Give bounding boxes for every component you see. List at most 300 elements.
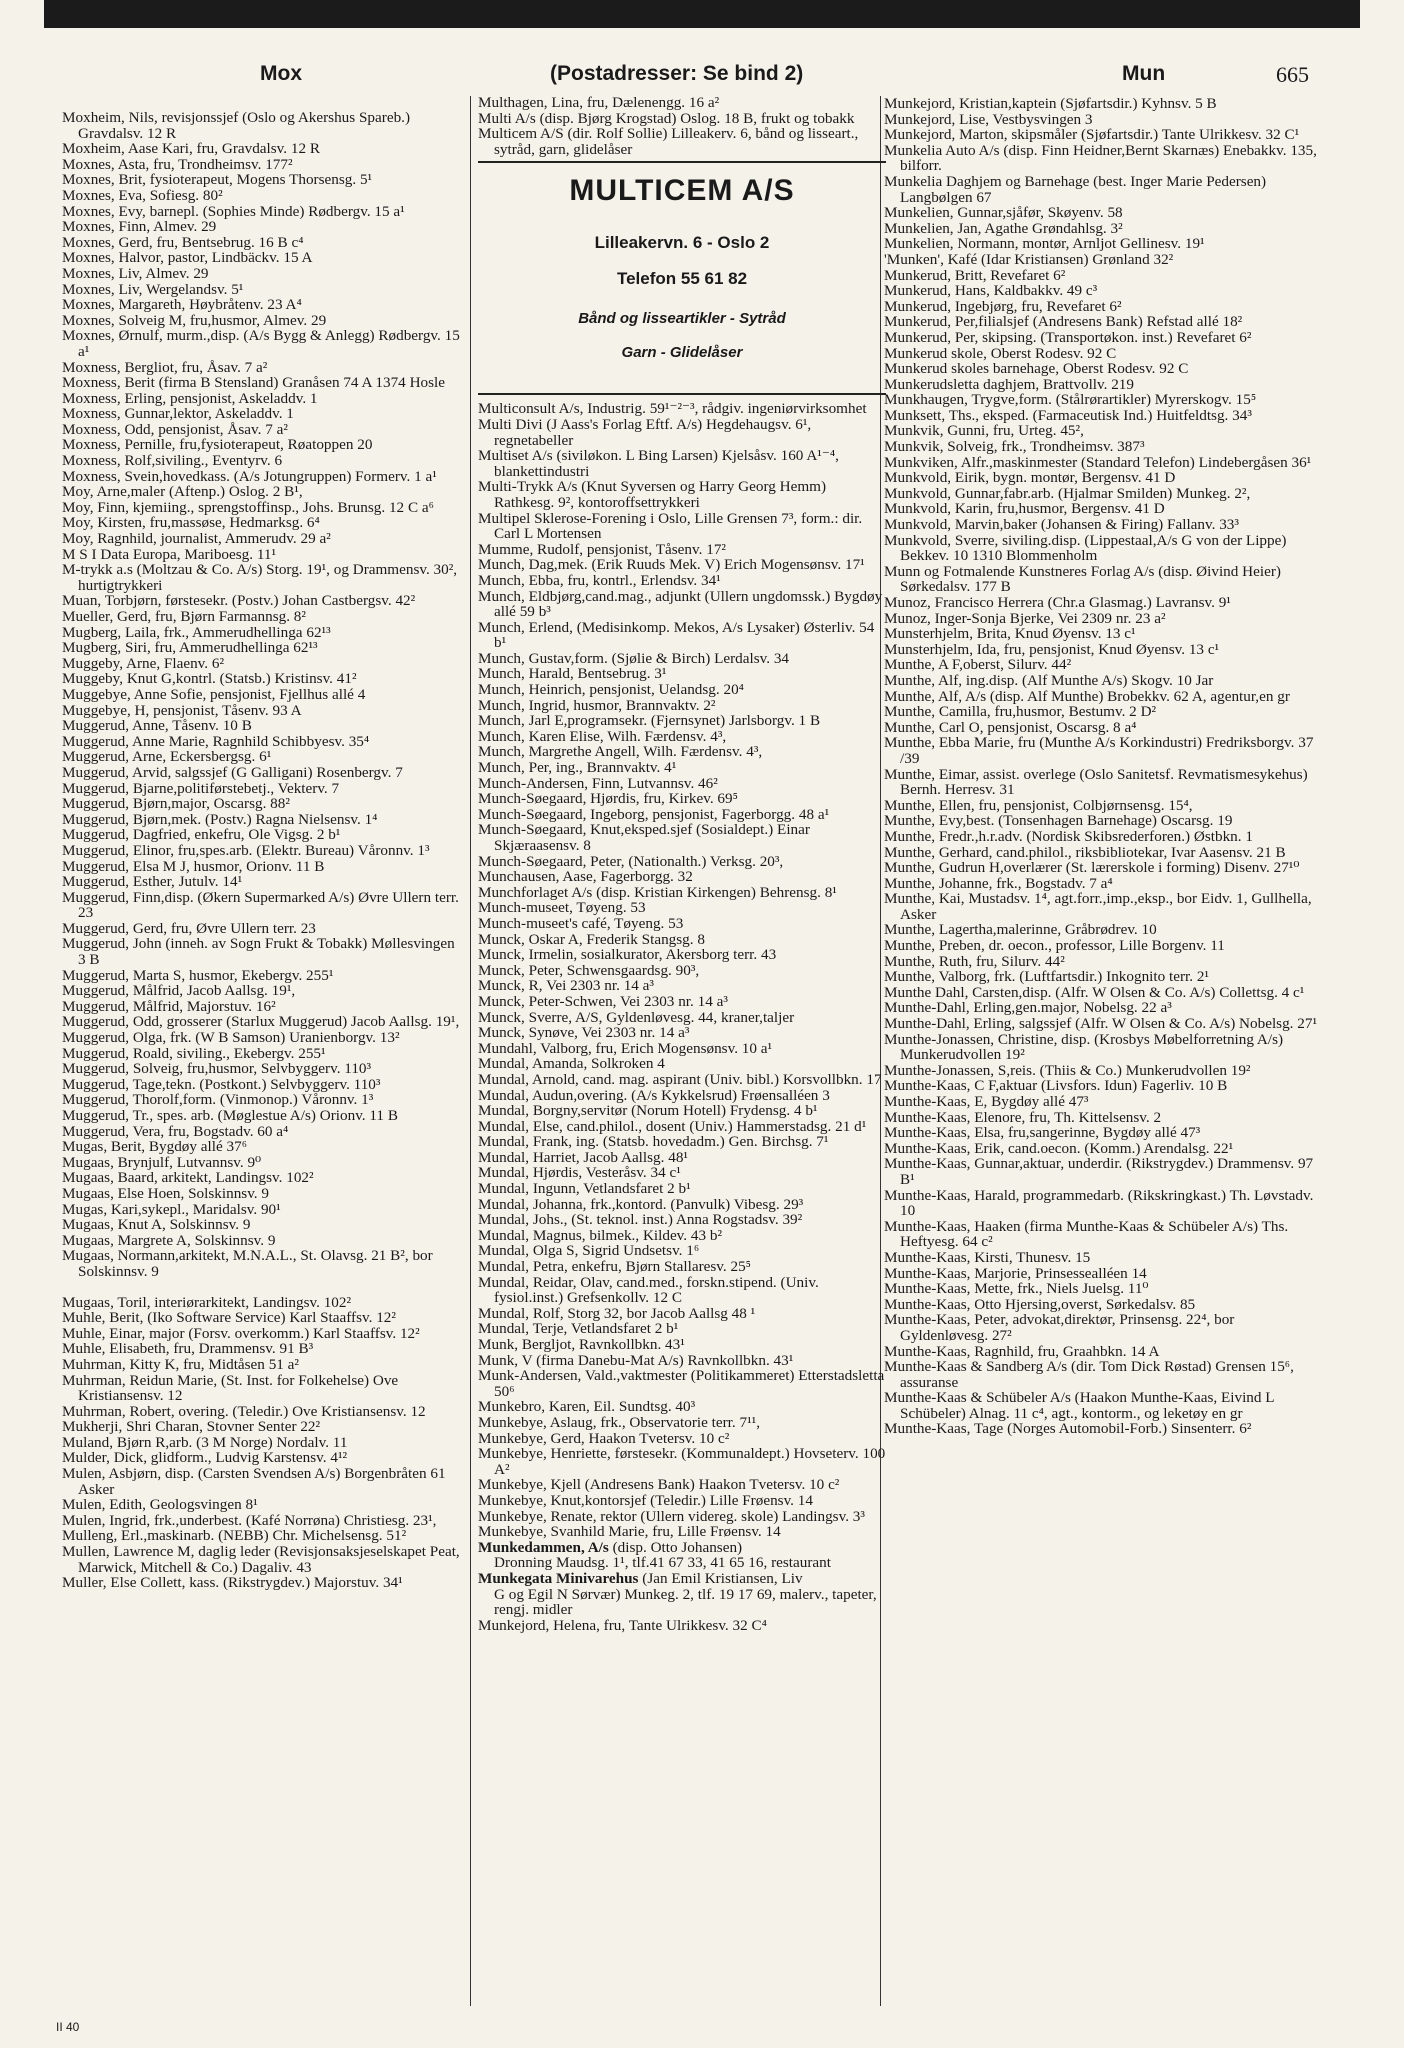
entry-text: Moy, Ragnhild, journalist, Ammerudv. 29 a²	[62, 530, 331, 548]
directory-entry	[478, 1306, 886, 1322]
entry-text: Moxness, Svein,hovedkass. (A/s Jotungruppen) Formerv. 1 a¹	[62, 467, 437, 485]
entry-text: Mulen, Asbjørn, disp. (Carsten Svendsen A/s) Borgenbråten 61 Asker	[62, 1465, 446, 1498]
directory-entry	[62, 1497, 462, 1513]
directory-entry	[62, 1061, 462, 1077]
directory-entry	[62, 999, 462, 1015]
directory-entry	[478, 916, 886, 932]
directory-entry	[478, 589, 886, 620]
directory-entry	[884, 1094, 1324, 1110]
entry-text: Moxheim, Aase Kari, fru, Gravdalsv. 12 R	[62, 140, 320, 158]
directory-entry	[884, 533, 1324, 564]
directory-entry	[478, 947, 886, 963]
entry-text: Mulder, Dick, glidform., Ludvig Karstensv. 4¹²	[62, 1449, 348, 1467]
page-header	[56, 62, 1336, 92]
directory-entry	[884, 408, 1324, 424]
entry-text: Muggerud, Gerd, fru, Øvre Ullern terr. 23	[62, 919, 316, 937]
entry-text: Munchforlaget A/s (disp. Kristian Kirkengen) Behrensg. 8¹	[478, 883, 837, 901]
entry-text: Muggerud, Tr., spes. arb. (Møglestue A/s) Orionv. 11 B	[62, 1107, 398, 1124]
entry-bold-suffix: (Jan Emil Kristiansen, Liv	[638, 1569, 803, 1587]
directory-entry	[62, 235, 462, 251]
directory-entry	[884, 1078, 1324, 1094]
ad-company-name: MULTICEM A/S	[569, 174, 795, 208]
entry-text: Munkebye, Knut,kontorsjef (Teledir.) Lille Frøensv. 14	[478, 1491, 813, 1509]
entry-text: Mundal, Frank, ing. (Statsb. hovedadm.) Gen. Birchsg. 7¹	[478, 1133, 829, 1151]
entry-text: Multi Divi (J Aass's Forlag Eftf. A/s) Hegdehaugsv. 6¹, regnetabeller	[478, 415, 812, 449]
entry-text: Munkelien, Normann, montør, Arnljot Gellinesv. 19¹	[884, 235, 1205, 253]
directory-entry	[884, 330, 1324, 346]
directory-entry	[478, 1025, 886, 1041]
entry-text: Muggerud, Esther, Jutulv. 14¹	[62, 873, 243, 891]
entry-text: Munkebye, Svanhild Marie, fru, Lille Frøensv. 14	[478, 1523, 781, 1541]
entry-text: Munthe-Kaas, Mette, frk., Niels Juelsg. 11⁰	[884, 1280, 1149, 1298]
column-divider-left	[470, 96, 471, 2006]
entry-text: Munch, Dag,mek. (Erik Ruuds Mek. V) Erich Mogensønsv. 17¹	[478, 556, 865, 574]
directory-entry	[62, 1217, 462, 1233]
entry-text: Muggerud, Bjørn,major, Oscarsg. 88²	[62, 795, 290, 813]
entry-text: Munk, V (firma Danebu-Mat A/s) Ravnkollbkn. 43¹	[478, 1351, 794, 1369]
entry-text: Munkejord, Kristian,kaptein (Sjøfartsdir.) Kyhnsv. 5 B	[884, 95, 1217, 112]
entry-text: Munch-Søegaard, Ingeborg, pensjonist, Fagerborgg. 48 a¹	[478, 805, 830, 823]
entry-text: Munkejord, Marton, skipsmåler (Sjøfartsdir.) Tante Ulrikkesv. 32 C¹	[884, 126, 1300, 144]
entry-text: Moy, Arne,maler (Aftenp.) Oslog. 2 B¹,	[62, 483, 303, 501]
directory-entry	[884, 938, 1324, 954]
entry-text: Muhle, Elisabeth, fru, Drammensv. 91 B³	[62, 1340, 314, 1358]
directory-entry	[884, 860, 1324, 876]
directory-entry	[62, 1310, 462, 1326]
entry-text: Munk-Andersen, Vald.,vaktmester (Politikammeret) Etterstadsletta 50⁶	[478, 1367, 885, 1400]
directory-entry	[884, 127, 1324, 143]
directory-entry	[884, 735, 1324, 766]
directory-entry	[884, 1421, 1324, 1437]
directory-entry	[62, 313, 462, 329]
entry-text: Munthe-Kaas, Elenore, fru, Th. Kittelsensv. 2	[884, 1108, 1162, 1126]
directory-entry	[62, 1575, 462, 1591]
entry-text: Munkelia Auto A/s (disp. Finn Heidner,Bernt Skarnæs) Enebakkv. 135, bilforr.	[884, 141, 1317, 175]
entry-text: Munthe-Kaas, Marjorie, Prinsessealléen 14	[884, 1264, 1147, 1282]
directory-entry	[884, 876, 1324, 892]
directory-entry	[478, 963, 886, 979]
entry-text: Munthe, Gudrun H,overlærer (St. lærerskole i forming) Disenv. 27¹⁰	[884, 859, 1300, 877]
entry-text: Munthe, Lagertha,malerinne, Gråbrødrev. 10	[884, 921, 1157, 939]
directory-entry	[884, 829, 1324, 845]
directory-entry	[884, 392, 1324, 408]
entry-text: Mumme, Rudolf, pensjonist, Tåsenv. 17²	[478, 540, 726, 558]
entry-text: Munthe-Jonassen, S,reis. (Thiis & Co.) Munkerudvollen 19²	[884, 1061, 1251, 1079]
entry-text: Munch, Gustav,form. (Sjølie & Birch) Lerdalsv. 34	[478, 649, 790, 667]
entry-text: Munthe, Gerhard, cand.philol., riksbibliotekar, Ivar Aasensv. 21 B	[884, 843, 1286, 861]
entry-text: Mundal, Johanna, frk.,kontord. (Panvulk) Vibesg. 29³	[478, 1195, 804, 1213]
directory-entry	[884, 221, 1324, 237]
directory-entry	[62, 968, 462, 984]
directory-entry	[62, 859, 462, 875]
directory-entry	[62, 437, 462, 453]
directory-entry	[478, 401, 886, 417]
entry-text: Mundal, Borgny,servitør (Norum Hotell) Frydensg. 4 b¹	[478, 1102, 818, 1120]
directory-entry	[884, 174, 1324, 205]
directory-entry	[478, 620, 886, 651]
left-column	[62, 110, 462, 1591]
entry-text: Moxness, Berit (firma B Stensland) Granåsen 74 A 1374 Hosle	[62, 374, 446, 392]
entry-text: Multiset A/s (siviløkon. L Bing Larsen) Kjelsåsv. 160 A¹⁻⁴, blankettindustri	[478, 447, 839, 480]
entry-text: Multhagen, Lina, fru, Dælenengg. 16 a²	[478, 94, 720, 111]
entry-text: Munkvold, Marvin,baker (Johansen & Firing) Fallanv. 33³	[884, 516, 1239, 534]
entry-text: Muggerud, John (inneh. av Sogn Frukt & Tobakk) Møllesvingen 3 B	[62, 935, 455, 969]
right-column	[884, 96, 1324, 1437]
entry-text: Munch-museet's café, Tøyeng. 53	[478, 914, 684, 932]
entry-text: Muller, Else Collett, kass. (Rikstrygdev.) Majorstuv. 34¹	[62, 1574, 403, 1592]
entry-text: M-trykk a.s (Moltzau & Co. A/s) Storg. 19¹, og Drammensv. 30², hurtigtrykkeri	[62, 561, 458, 594]
entry-text: Muggerud, Bjarne,politiførstebetj., Vekterv. 7	[62, 779, 340, 797]
entry-text: Muggerud, Anne, Tåsenv. 10 B	[62, 717, 252, 735]
directory-entry	[478, 1056, 886, 1072]
directory-entry	[62, 469, 462, 485]
directory-entry	[478, 1041, 886, 1057]
entry-text: Munkelien, Jan, Agathe Grøndahlsg. 3²	[884, 219, 1123, 237]
entry-text: Moxnes, Gerd, fru, Bentsebrug. 16 B c⁴	[62, 233, 304, 251]
entry-text: Moxness, Odd, pensjonist, Åsav. 7 a²	[62, 420, 288, 438]
entry-text: Munkerud, Per, skipsing. (Transportøkon. inst.) Revefaret 6²	[884, 328, 1252, 346]
entry-text: Moxnes, Liv, Wergelandsv. 5¹	[62, 280, 244, 298]
directory-entry	[884, 720, 1324, 736]
entry-text: Moxnes, Evy, barnepl. (Sophies Minde) Rødbergv. 15 a¹	[62, 202, 405, 220]
directory-entry	[884, 891, 1324, 922]
directory-entry	[478, 417, 886, 448]
entry-text: Munck, Oskar A, Frederik Stangsg. 8	[478, 930, 705, 948]
entry-text: Munkvold, Gunnar,fabr.arb. (Hjalmar Smilden) Munkeg. 2²,	[884, 484, 1251, 502]
entry-text: Munch, Harald, Bentsebrug. 3¹	[478, 665, 667, 683]
entry-text: Munthe, Preben, dr. oecon., professor, Lille Borgenv. 11	[884, 937, 1225, 955]
middle-column-top	[478, 95, 886, 157]
directory-entry	[62, 796, 462, 812]
entry-text: Muhrman, Reidun Marie, (St. Inst. for Folkehelse) Ove Kristiansensv. 12	[62, 1371, 399, 1405]
directory-entry	[884, 642, 1324, 658]
directory-entry	[884, 96, 1324, 112]
directory-entry	[884, 985, 1324, 1001]
directory-entry	[62, 188, 462, 204]
entry-text: Muggerud, Odd, grosserer (Starlux Muggerud) Jacob Aallsg. 19¹,	[62, 1013, 460, 1031]
entry-text: Muggerud, Olga, frk. (W B Samson) Uranienborgv. 13²	[62, 1029, 400, 1047]
directory-entry	[478, 682, 886, 698]
entry-text: Moxness, Rolf,siviling., Eventyrv. 6	[62, 452, 283, 470]
directory-entry	[62, 547, 462, 563]
entry-text: Munthe-Kaas, Gunnar,aktuar, underdir. (Rikstrygdev.) Drammensv. 97 B¹	[884, 1155, 1314, 1188]
directory-entry	[478, 854, 886, 870]
directory-entry	[62, 1513, 462, 1529]
ad-products-line-1: Bånd og lisseartikler - Sytråd	[578, 310, 786, 328]
directory-entry	[62, 1186, 462, 1202]
directory-entry	[478, 1524, 886, 1540]
entry-text: Munkejord, Lise, Vestbysvingen 3	[884, 110, 1093, 128]
entry-text: Mugberg, Laila, frk., Ammerudhellinga 62¹³	[62, 623, 331, 641]
entry-text: Munksett, Ths., eksped. (Farmaceutisk Ind.) Huitfeldtsg. 34³	[884, 406, 1252, 424]
directory-entry	[478, 511, 886, 542]
top-black-bar	[44, 0, 1360, 28]
entry-text: Munthe, Valborg, frk. (Luftfartsdir.) Inkognito terr. 2¹	[884, 968, 1209, 986]
directory-entry	[884, 1188, 1324, 1219]
directory-entry	[62, 250, 462, 266]
directory-entry	[884, 767, 1324, 798]
directory-entry	[884, 205, 1324, 221]
directory-entry	[884, 501, 1324, 517]
entry-text: Munkebye, Aslaug, frk., Observatorie terr. 7¹¹,	[478, 1413, 760, 1431]
entry-text: Munkerud, Hans, Kaldbakkv. 49 c³	[884, 282, 1098, 300]
page-footer-code: II 40	[56, 2020, 80, 2034]
entry-text: Munch, Heinrich, pensjonist, Uelandsg. 20⁴	[478, 681, 744, 699]
entry-text: Munkvik, Solveig, frk., Trondheimsv. 387³	[884, 438, 1145, 456]
entry-text: Munthe, Fredr.,h.r.adv. (Nordisk Skibsrederforen.) Østbkn. 1	[884, 827, 1253, 845]
entry-text: Muggerud, Elsa M J, husmor, Orionv. 11 B	[62, 857, 325, 875]
entry-text: Munthe-Kaas, Haaken (firma Munthe-Kaas & Schübeler A/s) Ths. Heftyesg. 64 c²	[884, 1217, 1289, 1251]
entry-text: Munthe-Dahl, Erling,gen.major, Nobelsg. 22 a³	[884, 999, 1172, 1017]
directory-entry	[478, 1337, 886, 1353]
entry-text: Munch, Eldbjørg,cand.mag., adjunkt (Ullern ungdomssk.) Bygdøy allé 59 b³	[478, 587, 883, 621]
directory-entry	[62, 1092, 462, 1108]
entry-text: Munch-museet, Tøyeng. 53	[478, 899, 646, 917]
directory-entry	[62, 718, 462, 734]
entry-text: Mugaas, Knut A, Solskinnsv. 9	[62, 1216, 251, 1234]
entry-text: Munthe, Eimar, assist. overlege (Oslo Sanitetsf. Revmatismesykehus) Bernh. Herresv. 31	[884, 765, 1308, 799]
entry-text: Munch, Margrethe Angell, Wilh. Færdensv. 4³,	[478, 743, 763, 761]
entry-text: Mueller, Gerd, fru, Bjørn Farmannsg. 8²	[62, 608, 306, 625]
entry-text: Moxness, Erling, pensjonist, Askeladdv. 1	[62, 389, 318, 407]
entry-text: Munkebye, Renate, rektor (Ullern videreg. skole) Landingsv. 3³	[478, 1507, 865, 1525]
entry-text: Mugaas, Baard, arkitekt, Landingsv. 102²	[62, 1169, 314, 1187]
entry-text: Mugaas, Margrete A, Solskinnsv. 9	[62, 1231, 276, 1249]
directory-entry	[62, 890, 462, 921]
directory-entry	[62, 936, 462, 967]
entry-text: Munoz, Francisco Herrera (Chr.a Glasmag.) Lavransv. 9¹	[884, 594, 1231, 611]
directory-entry	[884, 486, 1324, 502]
directory-entry	[62, 328, 462, 359]
directory-entry	[62, 1373, 462, 1404]
directory-entry	[884, 268, 1324, 284]
directory-entry	[62, 921, 462, 937]
entry-text: Mundal, Terje, Vetlandsfaret 2 b¹	[478, 1320, 679, 1338]
directory-entry	[884, 377, 1324, 393]
entry-text: Muggerud, Vera, fru, Bogstadv. 60 a⁴	[62, 1122, 289, 1140]
entry-text: Mundal, Johs., (St. teknol. inst.) Anna Rogstadsv. 39²	[478, 1211, 803, 1229]
entry-text: Mundahl, Valborg, fru, Erich Mogensønsv. 10 a¹	[478, 1039, 773, 1057]
entry-text: Mundal, Audun,overing. (A/s Kykkelsrud) Frøensalléen 3	[478, 1086, 830, 1104]
directory-entry	[62, 391, 462, 407]
directory-entry	[62, 1170, 462, 1186]
directory-entry	[62, 625, 462, 641]
directory-entry	[62, 1404, 462, 1420]
directory-entry	[478, 1321, 886, 1337]
directory-entry	[478, 822, 886, 853]
directory-entry	[884, 922, 1324, 938]
entry-text: Munthe, Alf, A/s (disp. Alf Munthe) Brobekkv. 62 A, agentur,en gr	[884, 687, 1290, 705]
directory-entry	[884, 689, 1324, 705]
directory-entry	[62, 1233, 462, 1249]
directory-entry	[62, 983, 462, 999]
directory-entry	[478, 573, 886, 589]
entry-text: Munkelia Daghjem og Barnehage (best. Inger Marie Pedersen) Langbølgen 67	[884, 172, 1267, 206]
entry-text: Muggerud, Anne Marie, Ragnhild Schibbyesv. 35⁴	[62, 732, 370, 750]
entry-text: Multiconsult A/s, Industrig. 59¹⁻²⁻³, rådgiv. ingeniørvirksomhet	[478, 400, 867, 418]
directory-entry	[884, 1390, 1324, 1421]
directory-entry	[478, 1415, 886, 1431]
entry-bold-name: Munkegata Minivarehus	[478, 1569, 639, 1587]
directory-entry	[62, 141, 462, 157]
directory-entry	[884, 1250, 1324, 1266]
entry-text: Moxnes, Brit, fysioterapeut, Mogens Thorsensg. 5¹	[62, 171, 373, 189]
directory-entry	[478, 932, 886, 948]
directory-entry	[884, 252, 1324, 268]
directory-entry	[478, 1197, 886, 1213]
directory-entry	[478, 869, 886, 885]
directory-entry	[62, 1124, 462, 1140]
entry-text: Mugaas, Brynjulf, Lutvannsv. 9⁰	[62, 1153, 262, 1171]
entry-text: Moxness, Pernille, fru,fysioterapeut, Røatoppen 20	[62, 436, 373, 454]
directory-entry	[884, 1359, 1324, 1390]
directory-entry	[478, 1353, 886, 1369]
directory-entry	[478, 95, 886, 111]
directory-entry	[478, 1493, 886, 1509]
entry-text: Mundal, Petra, enkefru, Bjørn Stallaresv. 25⁵	[478, 1258, 751, 1276]
entry-text: Munch, Per, ing., Brannvaktv. 4¹	[478, 759, 677, 777]
directory-entry	[62, 656, 462, 672]
entry-text: Munkerudsletta daghjem, Brattvollv. 219	[884, 375, 1134, 393]
entry-text: Munch, Erlend, (Medisinkomp. Mekos, A/s Lysaker) Østerliv. 54 b¹	[478, 618, 875, 652]
entry-text: Munthe-Kaas, Kirsti, Thunesv. 15	[884, 1248, 1091, 1266]
directory-entry	[62, 1139, 462, 1155]
entry-text: Munkvold, Eirik, bygn. montør, Bergensv. 41 D	[884, 469, 1176, 487]
directory-entry	[62, 1341, 462, 1357]
directory-entry	[884, 299, 1324, 315]
directory-entry	[62, 110, 462, 141]
directory-entry	[62, 703, 462, 719]
entry-text: Munck, Peter, Schwensgaardsg. 90³,	[478, 961, 700, 979]
directory-entry	[62, 515, 462, 531]
directory-entry	[884, 1281, 1324, 1297]
directory-entry	[62, 484, 462, 500]
directory-entry	[62, 500, 462, 516]
directory-entry	[884, 595, 1324, 611]
entry-text: Munch-Søegaard, Hjørdis, fru, Kirkev. 69⁵	[478, 790, 738, 808]
directory-entry	[884, 423, 1324, 439]
entry-text: Munkvold, Sverre, siviling.disp. (Lippestaal,A/s G von der Lippe) Bekkev. 10 1310 Blommenholm	[884, 531, 1287, 565]
entry-text: Munch, Karen Elise, Wilh. Færdensv. 4³,	[478, 727, 727, 745]
entry-text: Munch, Jarl E,programsekr. (Fjernsynet) Jarlsborgv. 1 B	[478, 712, 821, 730]
directory-entry	[478, 1228, 886, 1244]
directory-entry	[884, 346, 1324, 362]
ad-top-rule	[478, 161, 886, 163]
directory-entry	[62, 827, 462, 843]
entry-text: Munck, Peter-Schwen, Vei 2303 nr. 14 a³	[478, 992, 728, 1010]
entry-text: Mulen, Ingrid, frk.,underbest. (Kafé Norrøna) Christiesg. 23¹,	[62, 1511, 437, 1529]
entry-text: Multicem A/S (dir. Rolf Sollie) Lilleakerv. 6, bånd og lisseart., sytråd, garn, glidelåser	[478, 125, 859, 158]
directory-entry	[884, 564, 1324, 595]
ad-address: Lilleakervn. 6 - Oslo 2	[594, 233, 770, 253]
entry-text: Muggerud, Arne, Eckersbergsg. 6¹	[62, 748, 272, 766]
directory-entry	[62, 1326, 462, 1342]
directory-entry	[478, 760, 886, 776]
directory-entry	[884, 236, 1324, 252]
entry-text: Mundal, Olga S, Sigrid Undsetsv. 1⁶	[478, 1242, 700, 1260]
entry-text: Muggerud, Finn,disp. (Økern Supermarked A/s) Øvre Ullern terr. 23	[62, 888, 459, 922]
header-right-keyword: Mun	[1122, 62, 1166, 85]
entry-text: Munthe Dahl, Carsten,disp. (Alfr. W Olsen & Co. A/s) Collettsg. 4 c¹	[884, 983, 1305, 1001]
entry-text: Munkerud, Per,filialsjef (Andresens Bank) Refstad allé 18²	[884, 313, 1243, 331]
entry-text: Munsterhjelm, Ida, fru, pensjonist, Knud Øyensv. 13 c¹	[884, 640, 1220, 658]
entry-text: Munthe-Kaas, E, Bygdøy allé 47³	[884, 1093, 1089, 1110]
entry-text: Munthe, Carl O, pensjonist, Oscarsg. 8 a⁴	[884, 718, 1137, 736]
entry-text: Mukherji, Shri Charan, Stovner Senter 22²	[62, 1418, 321, 1436]
entry-text: Munthe, Alf, ing.disp. (Alf Munthe A/s) Skogv. 10 Jar	[884, 671, 1214, 689]
directory-entry	[884, 1156, 1324, 1187]
directory-entry	[62, 422, 462, 438]
entry-text: Munkebye, Henriette, førstesekr. (Kommunaldept.) Hovseterv. 100 A²	[478, 1445, 886, 1478]
entry-text: Munck, R, Vei 2303 nr. 14 a³	[478, 977, 654, 995]
entry-text: Munthe-Kaas, Peter, advokat,direktør, Prinsensg. 22⁴, bor Gyldenløvesg. 27²	[884, 1311, 1235, 1344]
directory-entry	[62, 172, 462, 188]
entry-text: Munkvold, Karin, fru,husmor, Bergensv. 41 D	[884, 500, 1165, 518]
entry-text: Munch-Søegaard, Knut,eksped.sjef (Sosialdept.) Einar Skjæraasensv. 8	[478, 821, 810, 854]
entry-text: Mugas, Berit, Bygdøy allé 37⁶	[62, 1138, 247, 1156]
directory-entry	[478, 1010, 886, 1026]
entry-text: Mundal, Magnus, bilmek., Kildev. 43 b²	[478, 1226, 723, 1244]
directory-entry	[884, 626, 1324, 642]
entry-text: Muggebye, Anne Sofie, pensjonist, Fjellhus allé 4	[62, 685, 366, 703]
entry-text: Munkvik, Gunni, fru, Urteg. 45²,	[884, 422, 1084, 440]
directory-entry	[478, 1275, 886, 1306]
directory-entry	[478, 807, 886, 823]
entry-text: Munkhaugen, Trygve,form. (Stålrørartikler) Myrerskogv. 15⁵	[884, 391, 1257, 409]
entry-text: Mulleng, Erl.,maskinarb. (NEBB) Chr. Michelsensg. 51²	[62, 1527, 407, 1545]
entry-text: Munthe, Ebba Marie, fru (Munthe A/s Korkindustri) Fredriksborgv. 37 /39	[884, 734, 1314, 767]
entry-text: Multi A/s (disp. Bjørg Krogstad) Oslog. 18 B, frukt og tobakk	[478, 109, 855, 127]
directory-entry	[478, 479, 886, 510]
page-number: 665	[1276, 62, 1309, 87]
entry-text: Moxnes, Liv, Almev. 29	[62, 264, 209, 282]
entry-text: Muggerud, Dagfried, enkefru, Ole Vigsg. 2 b¹	[62, 826, 341, 844]
directory-entry	[884, 1266, 1324, 1282]
entry-text: Multipel Sklerose-Forening i Oslo, Lille Grensen 7³, form.: dir. Carl L Mortensen	[478, 509, 863, 543]
directory-entry	[884, 969, 1324, 985]
directory-entry	[62, 1357, 462, 1373]
directory-entry	[478, 111, 886, 127]
header-left-keyword: Mox	[260, 62, 302, 85]
entry-text: Moxness, Gunnar,lektor, Askeladdv. 1	[62, 405, 294, 423]
directory-entry	[884, 283, 1324, 299]
entry-text: Muhle, Berit, (Iko Software Service) Karl Staaffsv. 12²	[62, 1309, 396, 1327]
directory-entry	[62, 1435, 462, 1451]
entry-text: Munthe-Kaas, Otto Hjersing,overst, Sørkedalsv. 85	[884, 1295, 1196, 1313]
directory-entry	[478, 729, 886, 745]
entry-text: Moxness, Bergliot, fru, Åsav. 7 a²	[62, 358, 268, 376]
directory-entry	[62, 266, 462, 282]
entry-text: Munck, Irmelin, sosialkurator, Akersborg terr. 43	[478, 946, 777, 964]
directory-entry	[478, 1243, 886, 1259]
directory-entry	[884, 1312, 1324, 1343]
entry-text: Dronning Maudsg. 1¹, tlf.41 67 33, 41 65 16, restaurant	[494, 1554, 831, 1572]
directory-entry	[884, 657, 1324, 673]
entry-text: Muggerud, Marta S, husmor, Ekebergv. 255¹	[62, 966, 334, 984]
directory-entry	[478, 1181, 886, 1197]
entry-text: Munkerud skoles barnehage, Oberst Rodesv. 92 C	[884, 360, 1189, 378]
directory-entry	[478, 1540, 886, 1571]
entry-text: Munthe, Ellen, fru, pensjonist, Colbjørnsensg. 15⁴,	[884, 796, 1193, 814]
entry-text: Muggerud, Tage,tekn. (Postkont.) Selvbyggerv. 110³	[62, 1075, 381, 1093]
directory-entry	[884, 1219, 1324, 1250]
directory-entry	[62, 297, 462, 313]
directory-entry	[478, 1431, 886, 1447]
directory-entry	[478, 1368, 886, 1399]
entry-text: Munch, Ingrid, husmor, Brannvaktv. 2²	[478, 696, 716, 714]
entry-text: Moxnes, Solveig M, fru,husmor, Almev. 29	[62, 311, 327, 329]
entry-text: Munthe-Jonassen, Christine, disp. (Krosbys Møbelforretning A/s) Munkerudvollen 19²	[884, 1030, 1284, 1064]
